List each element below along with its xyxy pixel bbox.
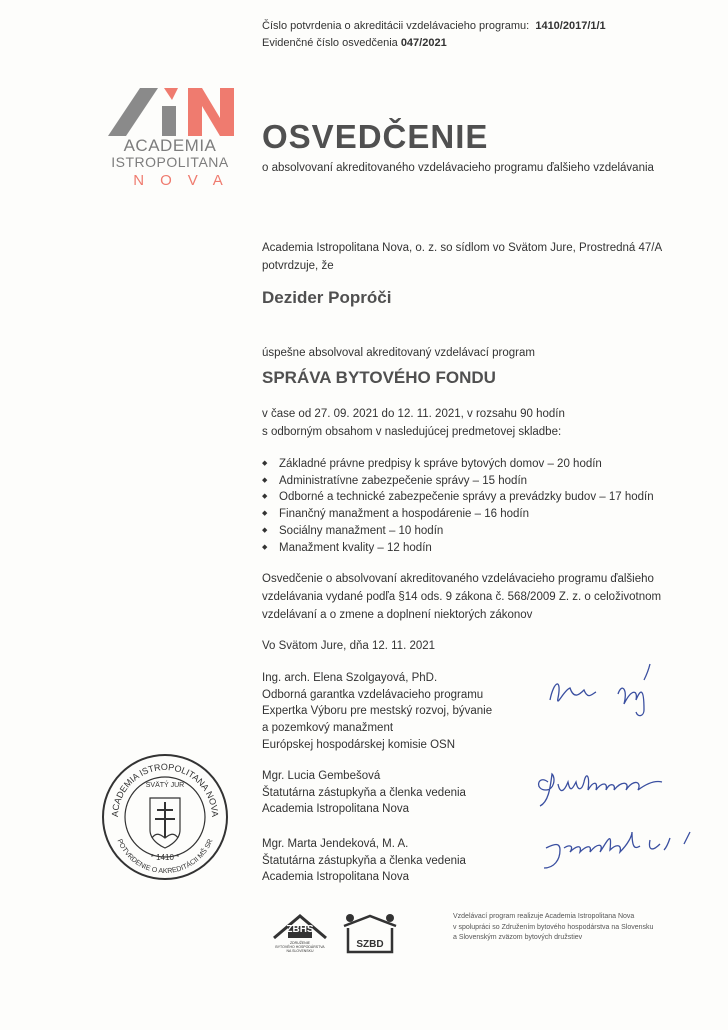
list-item: ◆ Základné právne predpisy k správe bytových domov – 20 hodín <box>262 456 654 473</box>
evidence-label: Evidenčné číslo osvedčenia <box>262 37 398 49</box>
academia-logo <box>100 84 240 194</box>
footer-note: Vzdelávací program realizuje Academia Istropolitana Nova v spolupráci so Združením bytového hospodárstva na Slovensku a Slovenským zväzom bytových družstiev <box>453 913 654 941</box>
issuer-block <box>262 239 662 275</box>
certificate-title: OSVEDČENIE <box>262 118 489 155</box>
accreditation-header <box>262 18 606 52</box>
signature-jendekova-icon <box>540 820 720 870</box>
stamp-top-text: ACADEMIA ISTROPOLITANA NOVA <box>109 761 221 818</box>
list-item: ◆ Sociálny manažment – 10 hodín <box>262 523 654 540</box>
place-date: Vo Svätom Jure, dňa 12. 11. 2021 <box>262 640 436 652</box>
evidence-number: 047/2021 <box>400 37 447 49</box>
accreditation-number: 1410/2017/1/1 <box>535 20 606 32</box>
stamp-bottom-text: POTVRDENIE O AKREDITÁCII MŠ SR <box>115 838 215 876</box>
certificate-subtitle: o absolvovaní akreditovaného vzdelávacieho programu ďalšieho vzdelávania <box>262 162 654 174</box>
list-item: ◆ Odborné a technické zabezpečenie správy a prevádzky budov – 17 hodín <box>262 489 654 506</box>
signatory-1: Ing. arch. Elena Szolgayová, PhD. Odborná garantka vzdelávacieho programu Expertka Výboru pre mestský rozvoj, bývanie a pozemkový manažment Európskej hospodárskej komisie OSN <box>262 672 493 751</box>
zbhs-logo: ZBHS ZDRUŽENIE BYTOVÉHO HOSPODÁRSTVA NA SLOVENSKU <box>270 912 330 958</box>
issuer-line: potvrdzuje, že <box>262 260 334 272</box>
logo-line3: NOVA <box>133 172 239 189</box>
period-block <box>262 405 565 441</box>
signatory-3: Mgr. Marta Jendeková, M. A. Štatutárna zástupkyňa a členka vedenia Academia Istropolitana Nova <box>262 838 466 884</box>
szbd-logo <box>340 912 400 956</box>
accreditation-label: Číslo potvrdenia o akreditácii vzdelávacieho programu: <box>262 20 530 32</box>
logo-line1: ACADEMIA <box>123 136 217 155</box>
signature-gembesova-icon <box>530 760 680 810</box>
issuer-line: Academia Istropolitana Nova, o. z. so sídlom vo Svätom Jure, Prostredná 47/A <box>262 242 663 254</box>
list-item: ◆ Administratívne zabezpečenie správy – 15 hodín <box>262 473 654 490</box>
szbd-label: SZBD <box>356 939 384 950</box>
recipient-name: Dezider Popróči <box>262 288 392 307</box>
stamp-number: * 1410 * <box>150 853 180 862</box>
list-item: ◆ Manažment kvality – 12 hodín <box>262 540 654 557</box>
ain-mark-icon <box>100 84 240 138</box>
program-name: SPRÁVA BYTOVÉHO FONDU <box>262 368 496 387</box>
period-line: s odborným obsahom v nasledujúcej predmetovej skladbe: <box>262 426 562 438</box>
official-stamp <box>100 752 230 882</box>
legal-basis: Osvedčenie o absolvovaní akreditovaného vzdelávacieho programu ďalšieho vzdelávania vydané podľa §14 ods. 9 zákona č. 568/2009 Z. z. o celoživotnom vzdelávaní a o zmene a doplnení niektorých zákonov <box>262 573 662 621</box>
logo-line2: ISTROPOLITANA <box>111 154 229 170</box>
stamp-seal-icon <box>100 752 230 882</box>
signature-szolgayova-icon <box>540 660 670 720</box>
period-line: v čase od 27. 09. 2021 do 12. 11. 2021, v rozsahu 90 hodín <box>262 408 565 420</box>
subject-list <box>262 456 654 556</box>
signatory-2: Mgr. Lucia Gembešová Štatutárna zástupkyňa a členka vedenia Academia Istropolitana Nova <box>262 770 466 816</box>
completed-text: úspešne absolvoval akreditovaný vzdelávací program <box>262 347 535 359</box>
list-item: ◆ Finančný manažment a hospodárenie – 16 hodín <box>262 506 654 523</box>
stamp-center-text: SVÄTÝ JUR <box>145 782 185 789</box>
zbhs-label: ZBHS <box>286 924 314 935</box>
